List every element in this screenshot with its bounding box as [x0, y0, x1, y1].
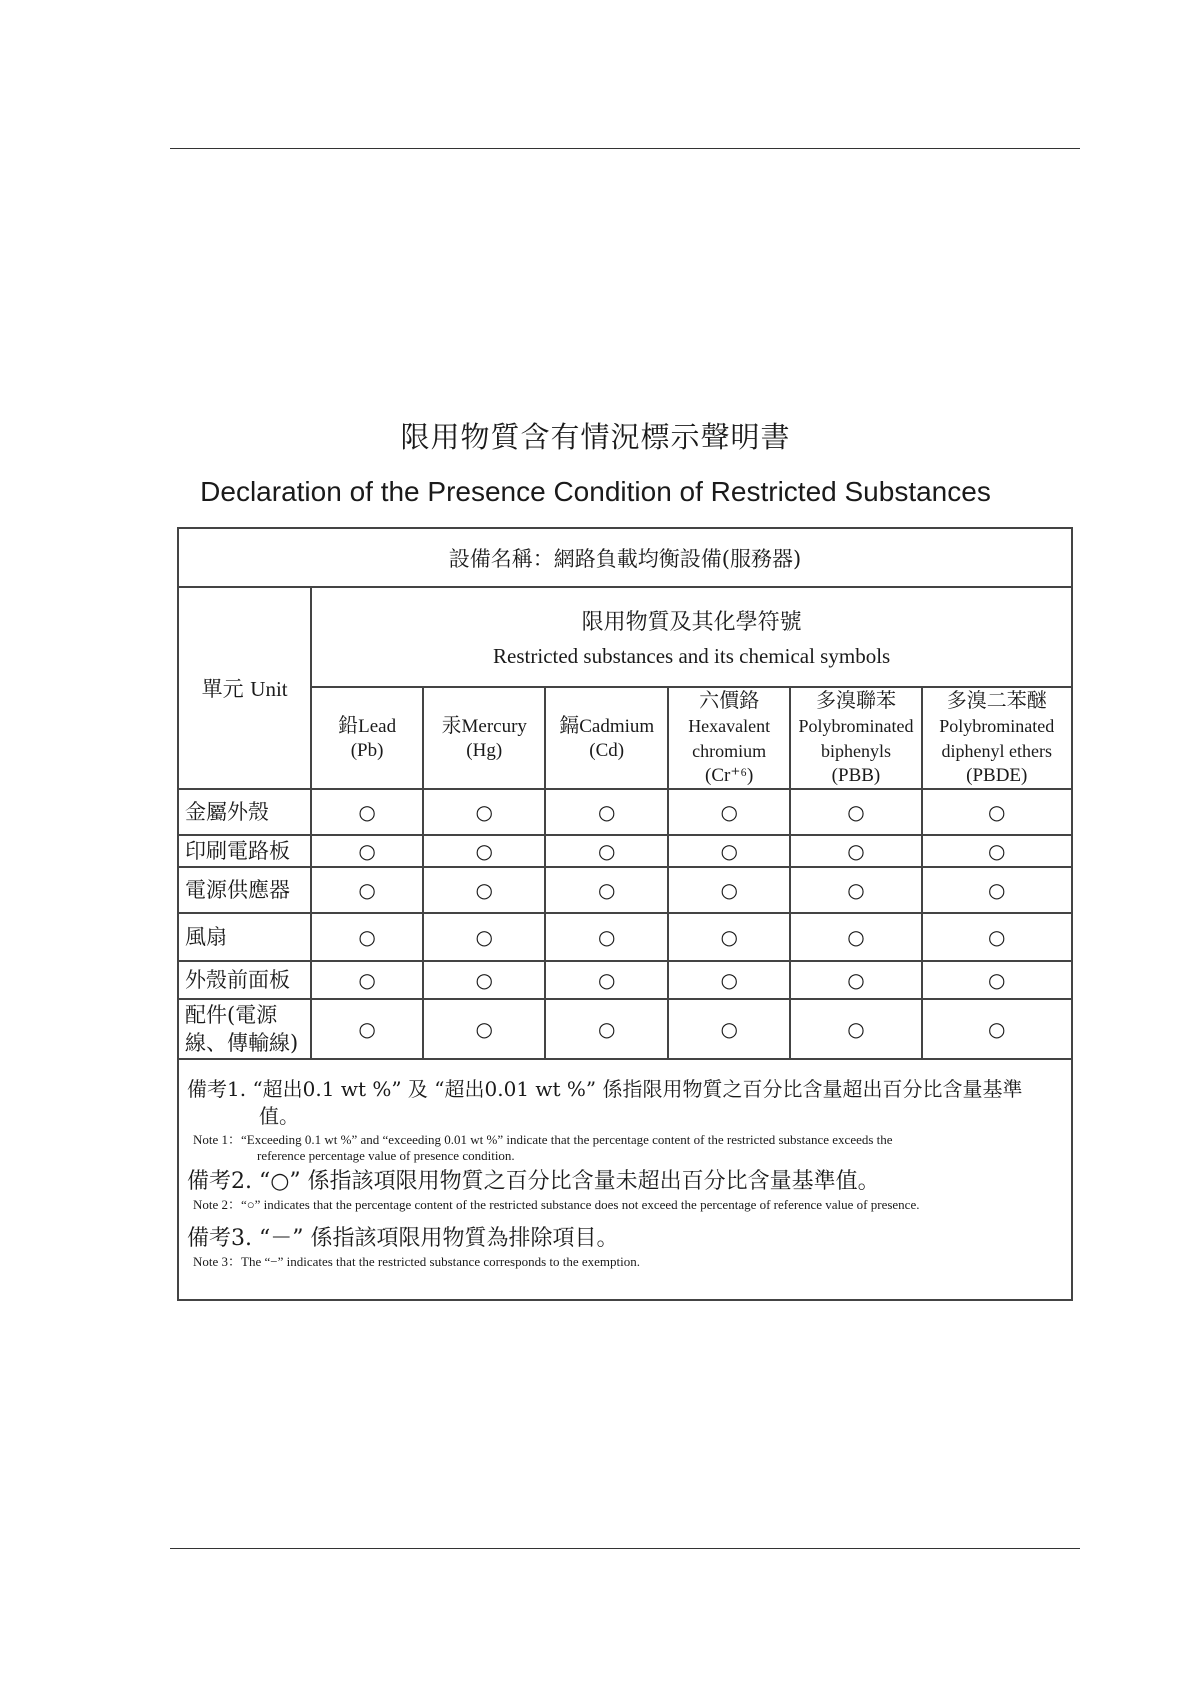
- substance-en: Hexavalent chromium: [688, 716, 771, 761]
- mark-circle: ○: [790, 835, 921, 867]
- title-english: Declaration of the Presence Condition of Restricted Substances: [200, 476, 991, 507]
- mark-circle: ○: [311, 835, 423, 867]
- substance-en: Lead: [358, 716, 397, 737]
- mark-circle: ○: [668, 999, 790, 1059]
- header-rule: [170, 148, 1080, 149]
- substance-symbol: (Hg): [466, 740, 503, 761]
- note-1-en-line2: reference percentage value of presence condition.: [257, 1148, 515, 1163]
- substance-zh: 多溴聯苯: [815, 688, 896, 712]
- mark-circle: ○: [668, 961, 790, 999]
- mark-circle: ○: [668, 789, 790, 835]
- substance-zh: 鎘: [559, 713, 580, 737]
- mark-circle: ○: [790, 789, 921, 835]
- mark-circle: ○: [790, 913, 921, 961]
- mark-circle: ○: [545, 835, 667, 867]
- substance-en: Mercury: [461, 716, 527, 737]
- substance-zh: 多溴二苯醚: [946, 688, 1047, 712]
- mark-circle: ○: [790, 999, 921, 1059]
- notes-section: [177, 1070, 1073, 1300]
- restricted-header-zh: 限用物質及其化學符號: [581, 610, 802, 635]
- mark-circle: ○: [790, 961, 921, 999]
- part-name: 風扇: [178, 913, 311, 961]
- note-2-en: Note 2：“○” indicates that the percentage content of the restricted substance does not exceed the percentage of reference value of presence.: [193, 1197, 920, 1212]
- restricted-header-en: Restricted substances and its chemical symbols: [493, 644, 891, 668]
- mark-circle: ○: [545, 789, 667, 835]
- mark-circle: ○: [922, 999, 1073, 1059]
- note-1-en-line1: Note 1：“Exceeding 0.1 wt %” and “exceeding 0.01 wt %” indicate that the percentage content of the restricted substance exceeds the: [193, 1132, 893, 1147]
- unit-label-zh: 單元: [201, 677, 244, 701]
- note-1-zh-line1: 備考1. “超出0.1 wt %” 及 “超出0.01 wt %” 係指限用物質之百分比含量超出百分比含量基準: [187, 1077, 1023, 1101]
- mark-circle: ○: [922, 867, 1073, 913]
- note-1-zh: [187, 1076, 1063, 1130]
- substance-en: Polybrominated diphenyl ethers: [939, 716, 1055, 761]
- mark-circle: ○: [668, 835, 790, 867]
- substance-zh: 六價鉻: [699, 688, 760, 712]
- unit-label-en: Unit: [250, 677, 288, 701]
- mark-circle: ○: [423, 789, 545, 835]
- substance-symbol: (Cd): [589, 740, 625, 761]
- substance-en: Polybrominated biphenyls: [798, 716, 914, 761]
- part-name: 金屬外殼: [178, 789, 311, 835]
- mark-circle: ○: [423, 961, 545, 999]
- substance-zh: 鉛: [338, 713, 359, 737]
- substance-symbol: (Cr⁺⁶): [705, 765, 754, 786]
- mark-circle: ○: [922, 913, 1073, 961]
- mark-circle: ○: [423, 999, 545, 1059]
- title-chinese: 限用物質含有情況標示聲明書: [400, 420, 791, 454]
- mark-circle: ○: [668, 867, 790, 913]
- note-1-en: [193, 1132, 1063, 1164]
- mark-circle: ○: [423, 913, 545, 961]
- mark-circle: ○: [423, 867, 545, 913]
- mark-circle: ○: [922, 835, 1073, 867]
- mark-circle: ○: [545, 961, 667, 999]
- mark-circle: ○: [545, 999, 667, 1059]
- mark-circle: ○: [545, 913, 667, 961]
- part-name: 外殼前面板: [178, 961, 311, 999]
- note-3-zh: 備考3. “－” 係指該項限用物質為排除項目。: [187, 1226, 619, 1251]
- note-2-zh: 備考2. “○” 係指該項限用物質之百分比含量未超出百分比含量基準值。: [187, 1169, 880, 1194]
- part-name: 電源供應器: [178, 867, 311, 913]
- note-3-en: Note 3：The “−” indicates that the restricted substance corresponds to the exemption.: [193, 1254, 641, 1269]
- mark-circle: ○: [668, 913, 790, 961]
- mark-circle: ○: [311, 999, 423, 1059]
- mark-circle: ○: [311, 913, 423, 961]
- mark-circle: ○: [311, 867, 423, 913]
- mark-circle: ○: [545, 867, 667, 913]
- substance-symbol: (Pb): [350, 740, 384, 761]
- substance-symbol: (PBDE): [966, 765, 1028, 786]
- mark-circle: ○: [922, 789, 1073, 835]
- part-name: 配件(電源線、傳輸線): [178, 999, 311, 1059]
- mark-circle: ○: [423, 835, 545, 867]
- mark-circle: ○: [311, 961, 423, 999]
- equipment-name-text: 設備名稱：網路負載均衡設備(服務器): [448, 546, 802, 571]
- mark-circle: ○: [311, 789, 423, 835]
- mark-circle: ○: [790, 867, 921, 913]
- note-1-zh-line2: 值。: [259, 1104, 299, 1128]
- part-name: 印刷電路板: [178, 835, 311, 867]
- substance-en: Cadmium: [579, 716, 655, 737]
- substance-zh: 汞: [441, 713, 462, 737]
- substance-symbol: (PBB): [831, 765, 881, 786]
- footer-rule: [170, 1548, 1080, 1549]
- mark-circle: ○: [922, 961, 1073, 999]
